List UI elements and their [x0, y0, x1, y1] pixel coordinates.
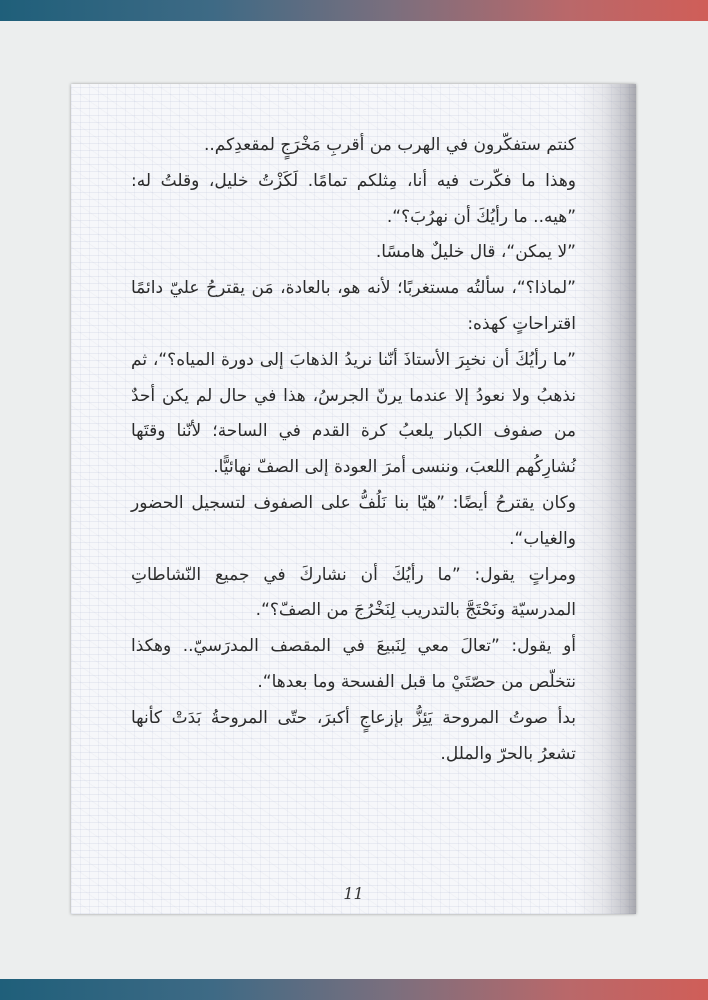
paragraph: ”لا يمكن“، قال خليلٌ هامسًا. [375, 242, 576, 263]
story-text [131, 128, 576, 772]
page-number: 11 [343, 884, 364, 903]
page-spine-shadow [576, 84, 636, 914]
book-page [71, 84, 636, 914]
paragraph: ”لماذا؟“، سألتُه مستغربًا؛ لأنه هو، بالعادة، مَن يقترحُ عليّ دائمًا اقتراحاتٍ كهذه: [131, 278, 576, 334]
paragraph: وهذا ما فكّرت فيه أنا، مِثلكم تمامًا. لَكَزْتُ خليل، وقلتُ له: ”هيه.. ما رأيُكَ أن نهرُبَ؟“. [131, 170, 576, 227]
paragraph: أو يقول: ”تعالَ معي لِنَبيعَ في المقصف المدرَسيّ.. وهكذا نتخلّص من حصّتَيْ ما قبل الفسحة وما بعدها“. [131, 636, 576, 692]
paragraph: وكان يقترحُ أيضًا: ”هيّا بنا نَلُفُّ على الصفوف لتسجيل الحضور والغياب“. [131, 492, 576, 549]
bottom-decorative-bar [0, 979, 708, 1000]
paragraph: كنتم ستفكّرون في الهرب من أقربِ مَخْرَجٍ لمقعدِكم.. [203, 135, 576, 155]
paragraph: ومراتٍ يقول: ”ما رأيُكَ أن نشاركَ في جميع النّشاطاتِ المدرسيّة ونَحْتَجَّ بالتدريب لِنَخْرُجَ من الصفّ؟“. [131, 564, 576, 621]
paragraph: ”ما رأيُكَ أن نخبِرَ الأستاذَ أنّنا نريدُ الذهابَ إلى دورة المياه؟“، ثم نذهبُ ولا نعودُ إلا عندما يرنّ الجرسُ، هذا في حال لم يكن أحدٌ من صفوف الكبار يلعبُ كرة القدم في الساحة؛ لأنّنا وقتَها نُشارِكُهم اللعبَ، وننسى أمرَ العودة إلى الصفّ نهائيًّا. [131, 349, 576, 478]
paragraph: بدأ صوتُ المروحة يَئِزُّ بإزعاجٍ أكبرَ، حتّى المروحةُ بَدَتْ كأنها تشعرُ بالحرّ والملل. [131, 707, 576, 764]
top-decorative-bar [0, 0, 708, 21]
